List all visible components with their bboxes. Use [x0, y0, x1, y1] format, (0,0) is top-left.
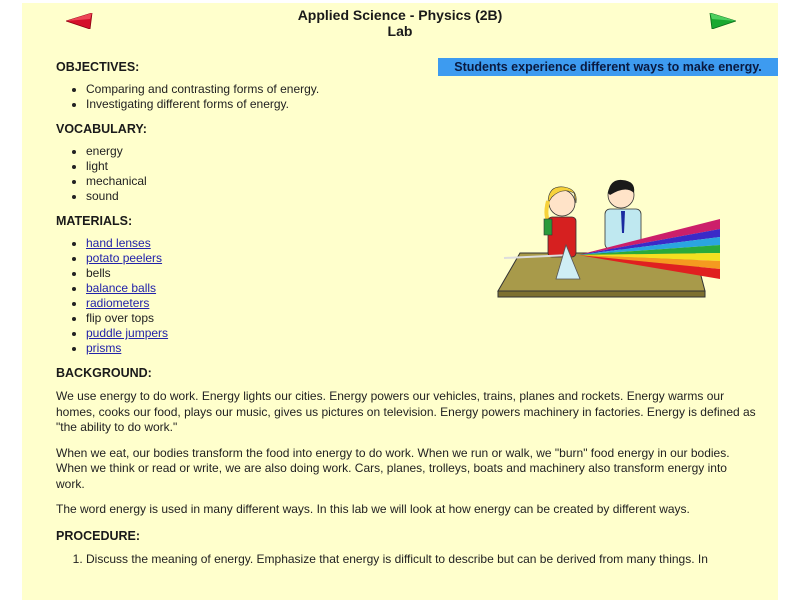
background-heading: BACKGROUND:	[56, 366, 152, 380]
material-item-flip-over-tops: • flip over tops	[86, 311, 756, 326]
objectives-list	[56, 82, 756, 112]
objectives-heading: OBJECTIVES:	[56, 60, 140, 74]
material-link-prisms[interactable]: prisms	[86, 341, 122, 355]
summary-banner: Students experience different ways to make energy.	[438, 58, 778, 76]
prism-illustration	[490, 173, 730, 303]
background-paragraph: When we eat, our bodies transform the food into energy to do work. When we run or walk, we "burn" food energy in our bodies. When we think or read or write, we are also doing work. Cars, planes, trolleys, boats and machinery also transform energy into work.	[56, 445, 730, 491]
vocabulary-item: • light	[86, 159, 756, 174]
page-title	[22, 7, 778, 39]
title-line-2: Lab	[387, 23, 413, 39]
material-link-potato-peelers[interactable]: potato peelers	[86, 251, 163, 265]
procedure-heading: PROCEDURE:	[56, 528, 141, 543]
material-link-radiometers[interactable]: radiometers	[86, 296, 150, 310]
material-item-bells: • bells	[86, 266, 756, 281]
vocabulary-heading: VOCABULARY:	[56, 122, 147, 136]
page-panel	[22, 3, 778, 600]
objective-item: • Investigating different forms of energy.	[86, 97, 756, 112]
background-paragraph: We use energy to do work. Energy lights our cities. Energy powers our vehicles, trains, planes and rockets. Energy warms our homes, cooks our food, plays our music, gives us pictures on television. Energy powers machinery in factories. Energy is defined as "the ability to do work."	[56, 389, 756, 434]
vocabulary-item: • sound	[86, 189, 756, 204]
title-line-1: Applied Science - Physics (2B)	[297, 7, 503, 23]
vocabulary-item: • mechanical	[86, 174, 756, 189]
materials-heading: MATERIALS:	[56, 214, 133, 228]
vocabulary-item: • energy	[86, 144, 756, 159]
next-arrow-icon[interactable]	[708, 13, 736, 29]
material-link-hand-lenses[interactable]: hand lenses	[86, 236, 151, 250]
lab-content	[56, 59, 756, 567]
objective-item: • Comparing and contrasting forms of energy.	[86, 82, 756, 97]
background-paragraph: The word energy is used in many different ways. In this lab we will look at how energy can be created by different ways.	[56, 502, 690, 516]
material-link-puddle-jumpers[interactable]: puddle jumpers	[86, 326, 169, 340]
procedure-list	[56, 552, 756, 567]
procedure-step: 1. Discuss the meaning of energy. Emphasize that energy is difficult to describe but can be derived from many things. In	[86, 552, 756, 567]
material-link-balance-balls[interactable]: balance balls	[86, 281, 157, 295]
